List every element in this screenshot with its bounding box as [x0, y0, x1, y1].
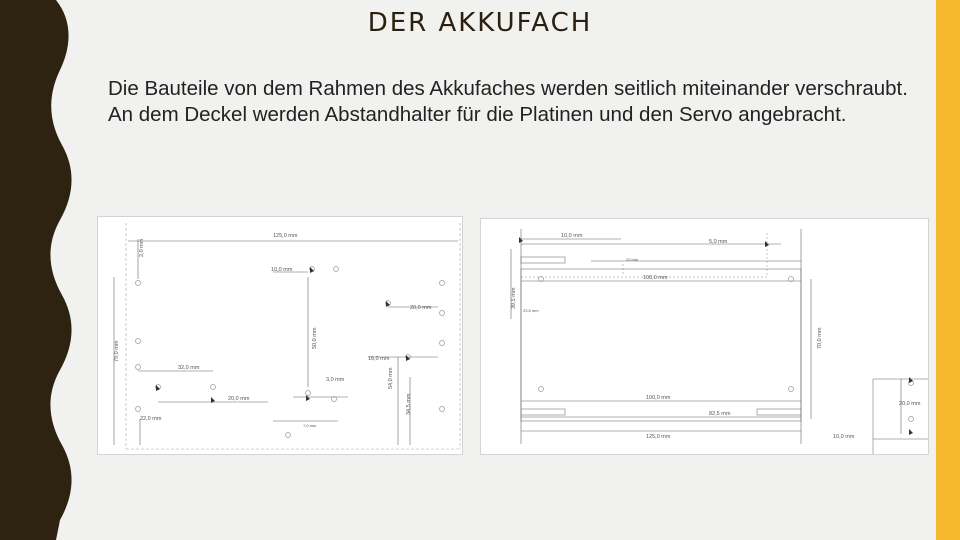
dim-label: 20,0 mm	[228, 396, 250, 402]
dim-label: 20 mm	[626, 257, 639, 262]
dim-label: 32,0 mm	[178, 365, 200, 371]
dim-arrow	[310, 267, 314, 273]
screw-hole	[440, 311, 445, 316]
dim-arrow	[156, 385, 160, 391]
technical-drawing-lid	[97, 216, 463, 455]
dim-label: 125,0 mm	[273, 233, 298, 239]
dim-label: 125,0 mm	[646, 434, 671, 440]
screw-hole	[440, 407, 445, 412]
screw-hole	[136, 365, 141, 370]
dim-label: 50,0 mm	[312, 327, 318, 349]
left-wavy-border	[0, 0, 80, 540]
dim-label: 16,0 mm	[368, 356, 390, 362]
screw-hole	[211, 385, 216, 390]
dim-label: 20,0 mm	[410, 305, 432, 311]
dim-label: 39,5 mm	[511, 287, 517, 309]
lid-drawing-svg	[98, 217, 462, 454]
frame-drawing-svg	[481, 219, 928, 454]
dim-label: 70,0 mm	[817, 327, 823, 349]
screw-hole	[440, 281, 445, 286]
dim-label: 23,5 mm	[523, 308, 539, 313]
screw-hole	[539, 387, 544, 392]
dim-label: ?,0 mm	[303, 423, 317, 428]
screw-hole	[440, 341, 445, 346]
dim-label: 10,0 mm	[833, 434, 855, 440]
dim-arrow	[909, 429, 913, 435]
dim-label: 2,0 mm	[139, 238, 145, 257]
screw-hole	[909, 417, 914, 422]
dim-label: 54,0 mm	[388, 367, 394, 389]
dim-label: 20,0 mm	[899, 401, 921, 407]
dim-arrow	[909, 377, 913, 383]
side-panel-bottom-right	[757, 409, 801, 415]
dim-label: 10,0 mm	[271, 267, 293, 273]
screw-hole	[136, 339, 141, 344]
dim-label: 10,0 mm	[561, 233, 583, 239]
dim-arrow	[406, 355, 410, 361]
dim-label: 100,0 mm	[646, 395, 671, 401]
screw-hole	[789, 387, 794, 392]
right-accent-bar	[936, 0, 960, 540]
dim-arrow	[306, 395, 310, 401]
screw-hole	[306, 391, 311, 396]
dim-arrow	[386, 301, 390, 307]
side-panel-bottom	[521, 409, 565, 415]
dim-label: 100,0 mm	[643, 275, 668, 281]
side-panel-top	[521, 257, 565, 263]
dim-label: 82,5 mm	[709, 411, 731, 417]
dim-label: 3,0 mm	[326, 377, 345, 383]
dim-label: 79,0 mm	[114, 340, 120, 362]
slide-body-text: Die Bauteile von dem Rahmen des Akkufaches werden seitlich miteinander verschraubt. An dem Deckel werden Abstandhalter für die Platinen und den Servo angebracht.	[108, 77, 908, 126]
screw-hole	[286, 433, 291, 438]
dim-label: 22,0 mm	[140, 416, 162, 422]
screw-hole	[136, 281, 141, 286]
dim-label: 5,0 mm	[709, 239, 728, 245]
dim-label: 34,5 mm	[406, 393, 412, 415]
screw-hole	[136, 407, 141, 412]
technical-drawing-frame	[480, 218, 929, 455]
screw-hole	[334, 267, 339, 272]
slide-title: DER AKKUFACH	[367, 8, 593, 38]
